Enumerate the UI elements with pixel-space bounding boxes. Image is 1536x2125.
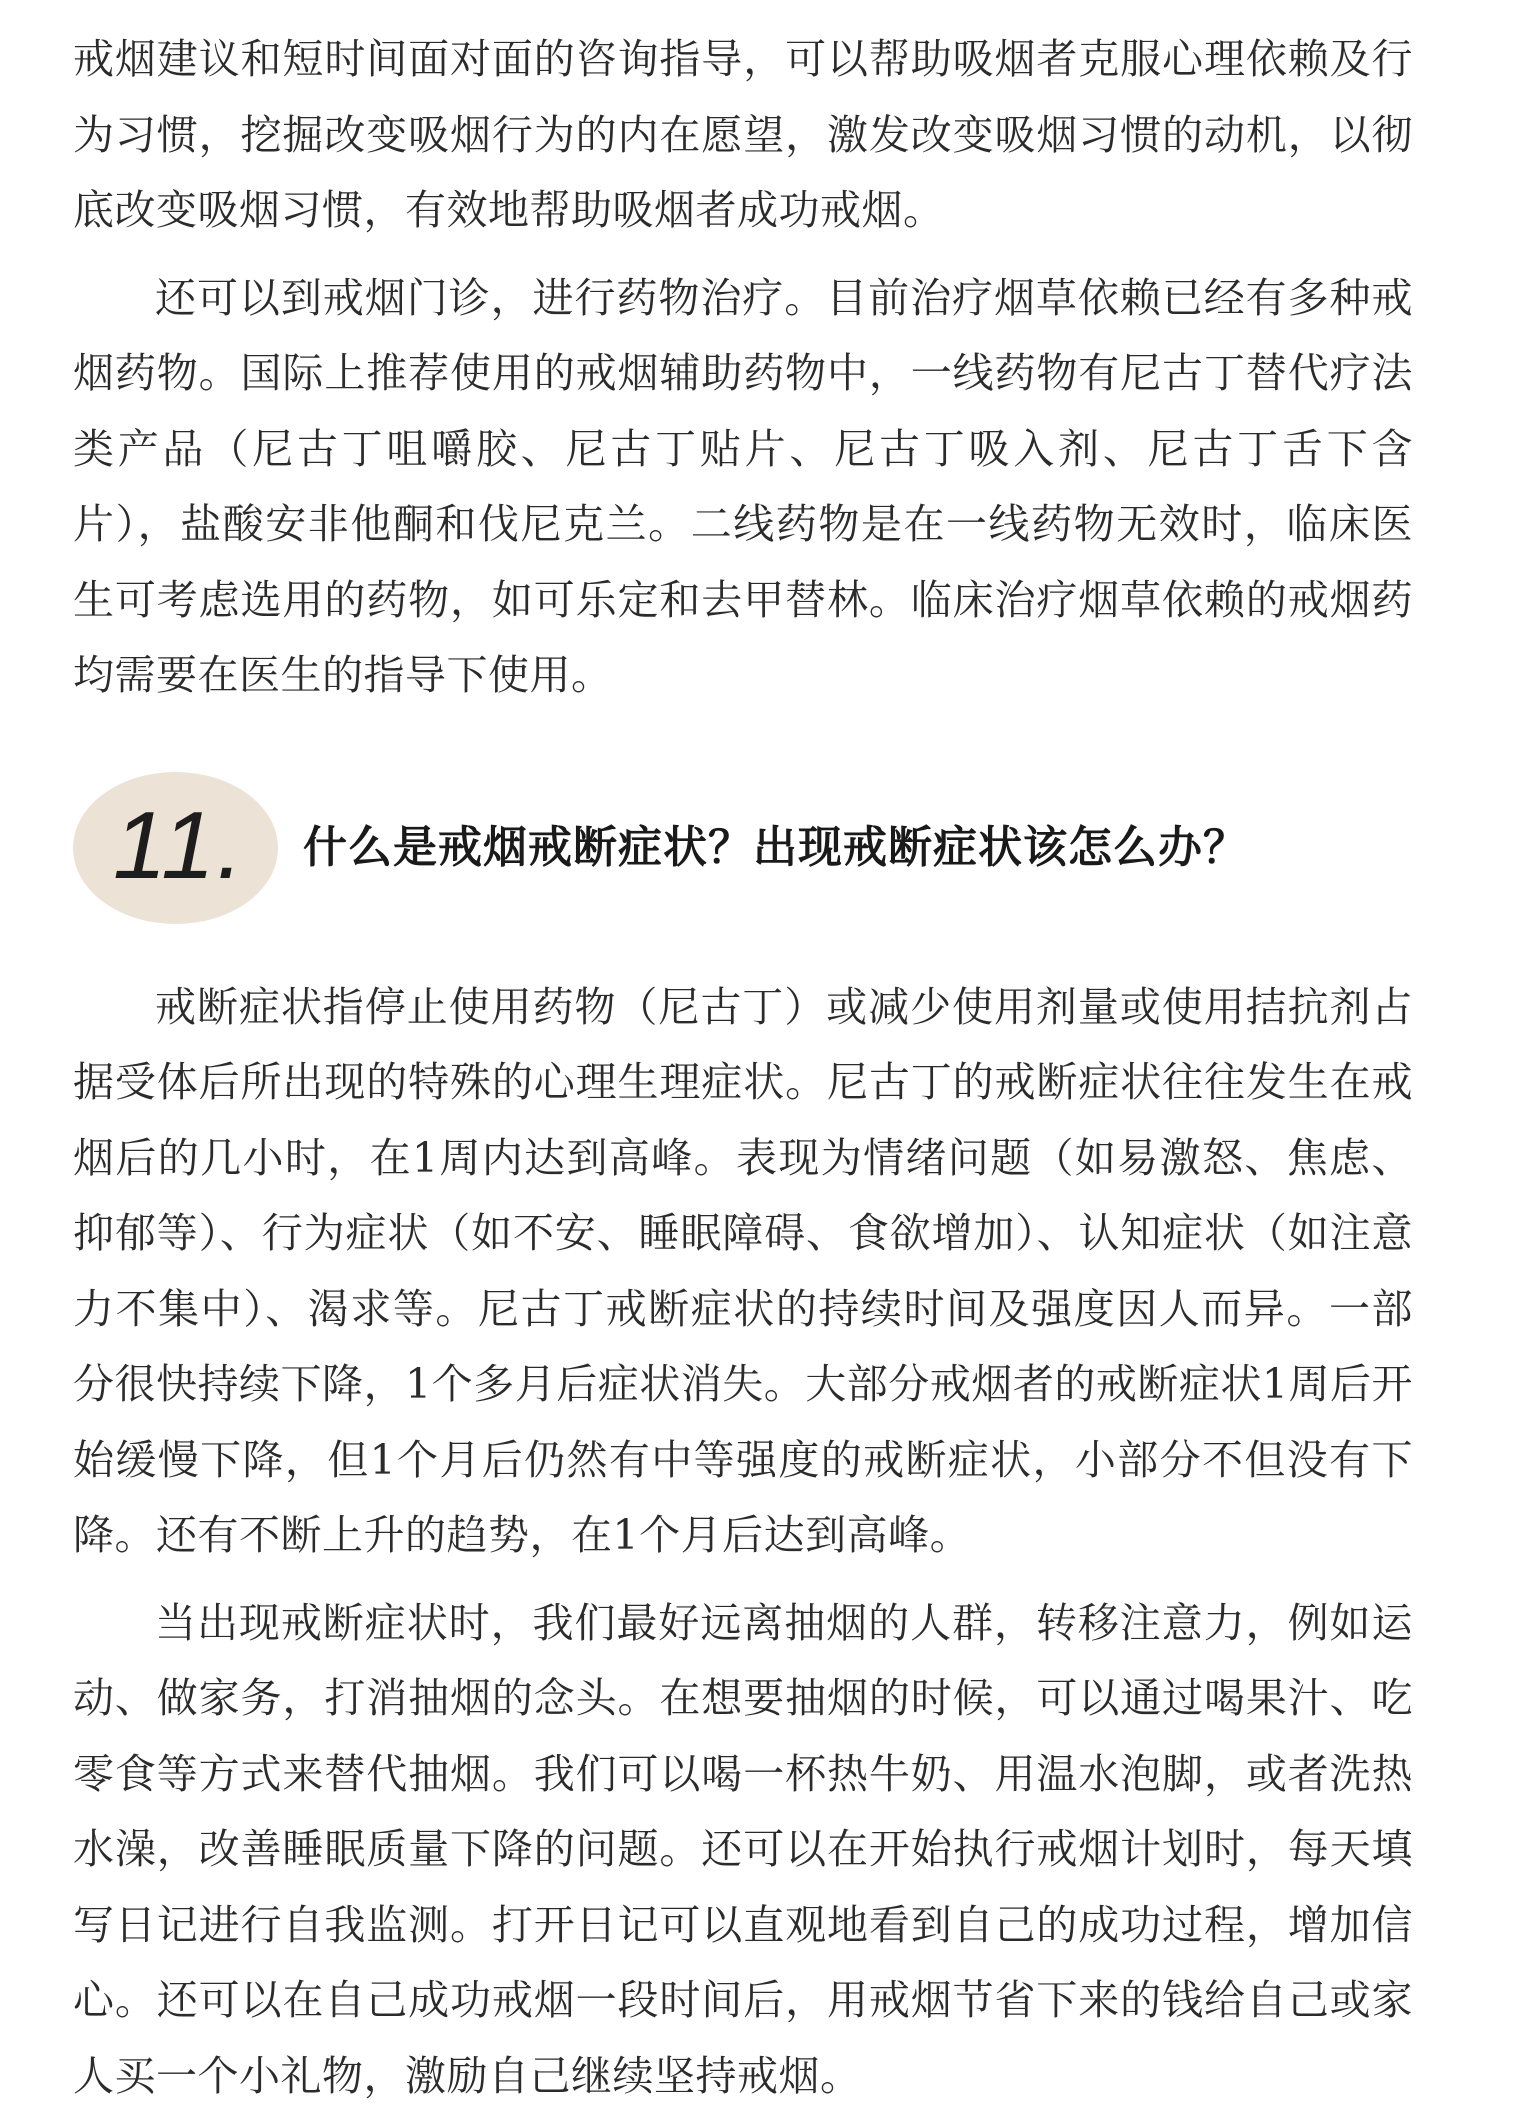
section-paragraph-definition: 戒断症状指停止使用药物（尼古丁）或减少使用剂量或使用拮抗剂占据受体后所出现的特殊的心理生理症状。尼古丁的戒断症状往往发生在戒烟后的几小时，在1周内达到高峰。表现为情绪问题（如易激怒、焦虑、抑郁等）、行为症状（如不安、睡眠障碍、食欲增加）、认知症状（如注意力不集中）、渴求等。尼古丁戒断症状的持续时间及强度因人而异。一部分很快持续下降，1个多月后症状消失。大部分戒烟者的戒断症状1周后开始缓慢下降，但1个月后仍然有中等强度的戒断症状，小部分不但没有下降。还有不断上升的趋势，在1个月后达到高峰。 [73,982,1413,1559]
section-number: 11. [113,791,246,899]
document-page [73,22,1413,2114]
section-heading [73,772,1413,932]
section-title: 什么是戒烟戒断症状？出现戒断症状该怎么办？ [303,821,1248,873]
intro-paragraph-medication: 还可以到戒烟门诊，进行药物治疗。目前治疗烟草依赖已经有多种戒烟药物。国际上推荐使用的戒烟辅助药物中，一线药物有尼古丁替代疗法类产品（尼古丁咀嚼胶、尼古丁贴片、尼古丁吸入剂、尼古丁舌下含片），盐酸安非他酮和伐尼克兰。二线药物是在一线药物无效时，临床医生可考虑选用的药物，如可乐定和去甲替林。临床治疗烟草依赖的戒烟药均需要在医生的指导下使用。 [73,273,1413,699]
section-paragraph-coping: 当出现戒断症状时，我们最好远离抽烟的人群，转移注意力，例如运动、做家务，打消抽烟的念头。在想要抽烟的时候，可以通过喝果汁、吃零食等方式来替代抽烟。我们可以喝一杯热牛奶、用温水泡脚，或者洗热水澡，改善睡眠质量下降的问题。还可以在开始执行戒烟计划时，每天填写日记进行自我监测。打开日记可以直观地看到自己的成功过程，增加信心。还可以在自己成功戒烟一段时间后，用戒烟节省下来的钱给自己或家人买一个小礼物，激励自己继续坚持戒烟。 [73,1598,1413,2100]
intro-paragraph-continued: 戒烟建议和短时间面对面的咨询指导，可以帮助吸烟者克服心理依赖及行为习惯，挖掘改变吸烟行为的内在愿望，激发改变吸烟习惯的动机，以彻底改变吸烟习惯，有效地帮助吸烟者成功戒烟。 [73,35,1413,234]
